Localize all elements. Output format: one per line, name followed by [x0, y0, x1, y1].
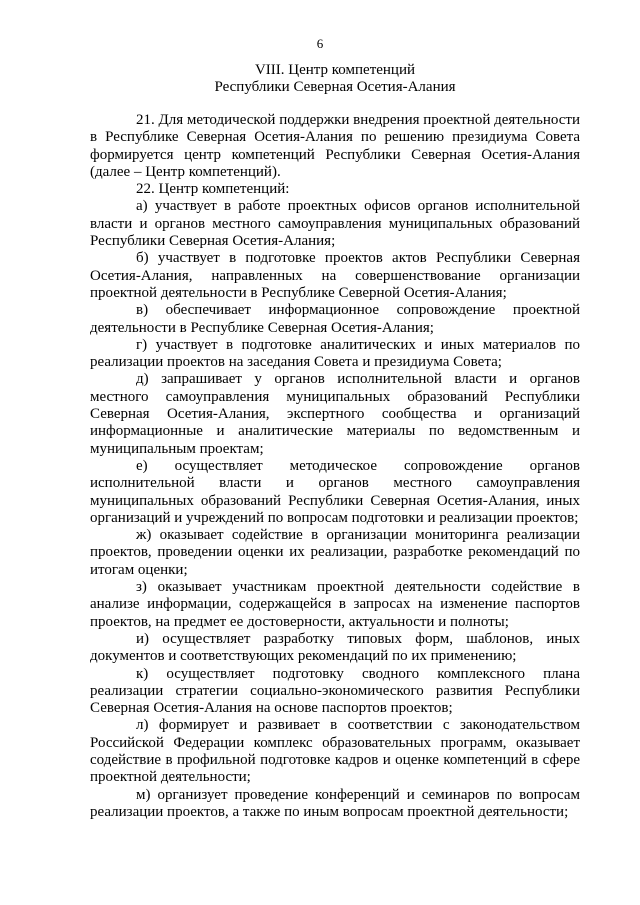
list-item-a: а) участвует в работе проектных офисов органов исполнительной власти и органов местного самоуправления муниципальных образований Республики Северная Осетия-Алания; — [90, 198, 580, 250]
list-item-k: к) осуществляет подготовку сводного комплексного плана реализации стратегии социально-экономического развития Республики Северная Осетия-Алания на основе паспортов проектов; — [90, 665, 580, 717]
list-item-v: в) обеспечивает информационное сопровождение проектной деятельности в Республике Северная Осетия-Алания; — [90, 302, 580, 336]
paragraph-22: 22. Центр компетенций: — [136, 181, 290, 198]
list-item-m: м) организует проведение конференций и семинаров по вопросам реализации проектов, а также по иным вопросам проектной деятельности; — [90, 786, 580, 820]
list-item-g: г) участвует в подготовке аналитических и иных материалов по реализации проектов на заседания Совета и президиума Совета; — [90, 336, 580, 371]
list-item-b: б) участвует в подготовке проектов актов Республики Северная Осетия-Алания, направленных на совершенствование организации проектной деятельности в Республике Северной Осетия-Алания; — [90, 250, 580, 301]
paragraph-21: 21. Для методической поддержки внедрения проектной деятельности в Республике Северная Осетия-Алания по решению президиума Совета формируется центр компетенций Республики Северная Осетия-Алания (далее – Центр компетенций). — [90, 112, 580, 180]
document-body — [90, 112, 580, 821]
section-heading-subtitle: Республики Северная Осетия-Алания — [214, 79, 456, 95]
list-item-z: з) оказывает участникам проектной деятельности содействие в анализе информации, содержащейся в запросах на изменение паспортов проектов, на предмет ее достоверности, актуальности и полноты; — [90, 579, 580, 630]
page-number: 6 — [316, 36, 324, 51]
list-item-zh: ж) оказывает содействие в организации мониторинга реализации проектов, проведении оценки их реализации, разработке рекомендаций по итогам оценки; — [90, 527, 580, 578]
list-item-e: е) осуществляет методическое сопровождение органов исполнительной власти и органов местного самоуправления муниципальных образований Республики Северная Осетия-Алания, иных организаций и учреждений по вопросам подготовки и реализации проектов; — [90, 457, 580, 526]
list-item-i: и) осуществляет разработку типовых форм, шаблонов, иных документов и соответствующих рекомендаций по их применению; — [90, 630, 580, 665]
list-item-d: д) запрашивает у органов исполнительной власти и органов местного самоуправления муниципальных образований Республики Северная Осетия-Алания, экспертного сообщества и организаций информационные и аналитические материалы по ведомственным и муниципальным проектам; — [90, 371, 580, 457]
section-heading — [90, 62, 580, 96]
list-item-l: л) формирует и развивает в соответствии с законодательством Российской Федерации комплекс образовательных программ, оказывает содействие в профильной подготовке кадров и оценке компетенций в сфере проектной деятельности; — [90, 717, 580, 786]
section-heading-title: VIII. Центр компетенций — [254, 62, 416, 78]
